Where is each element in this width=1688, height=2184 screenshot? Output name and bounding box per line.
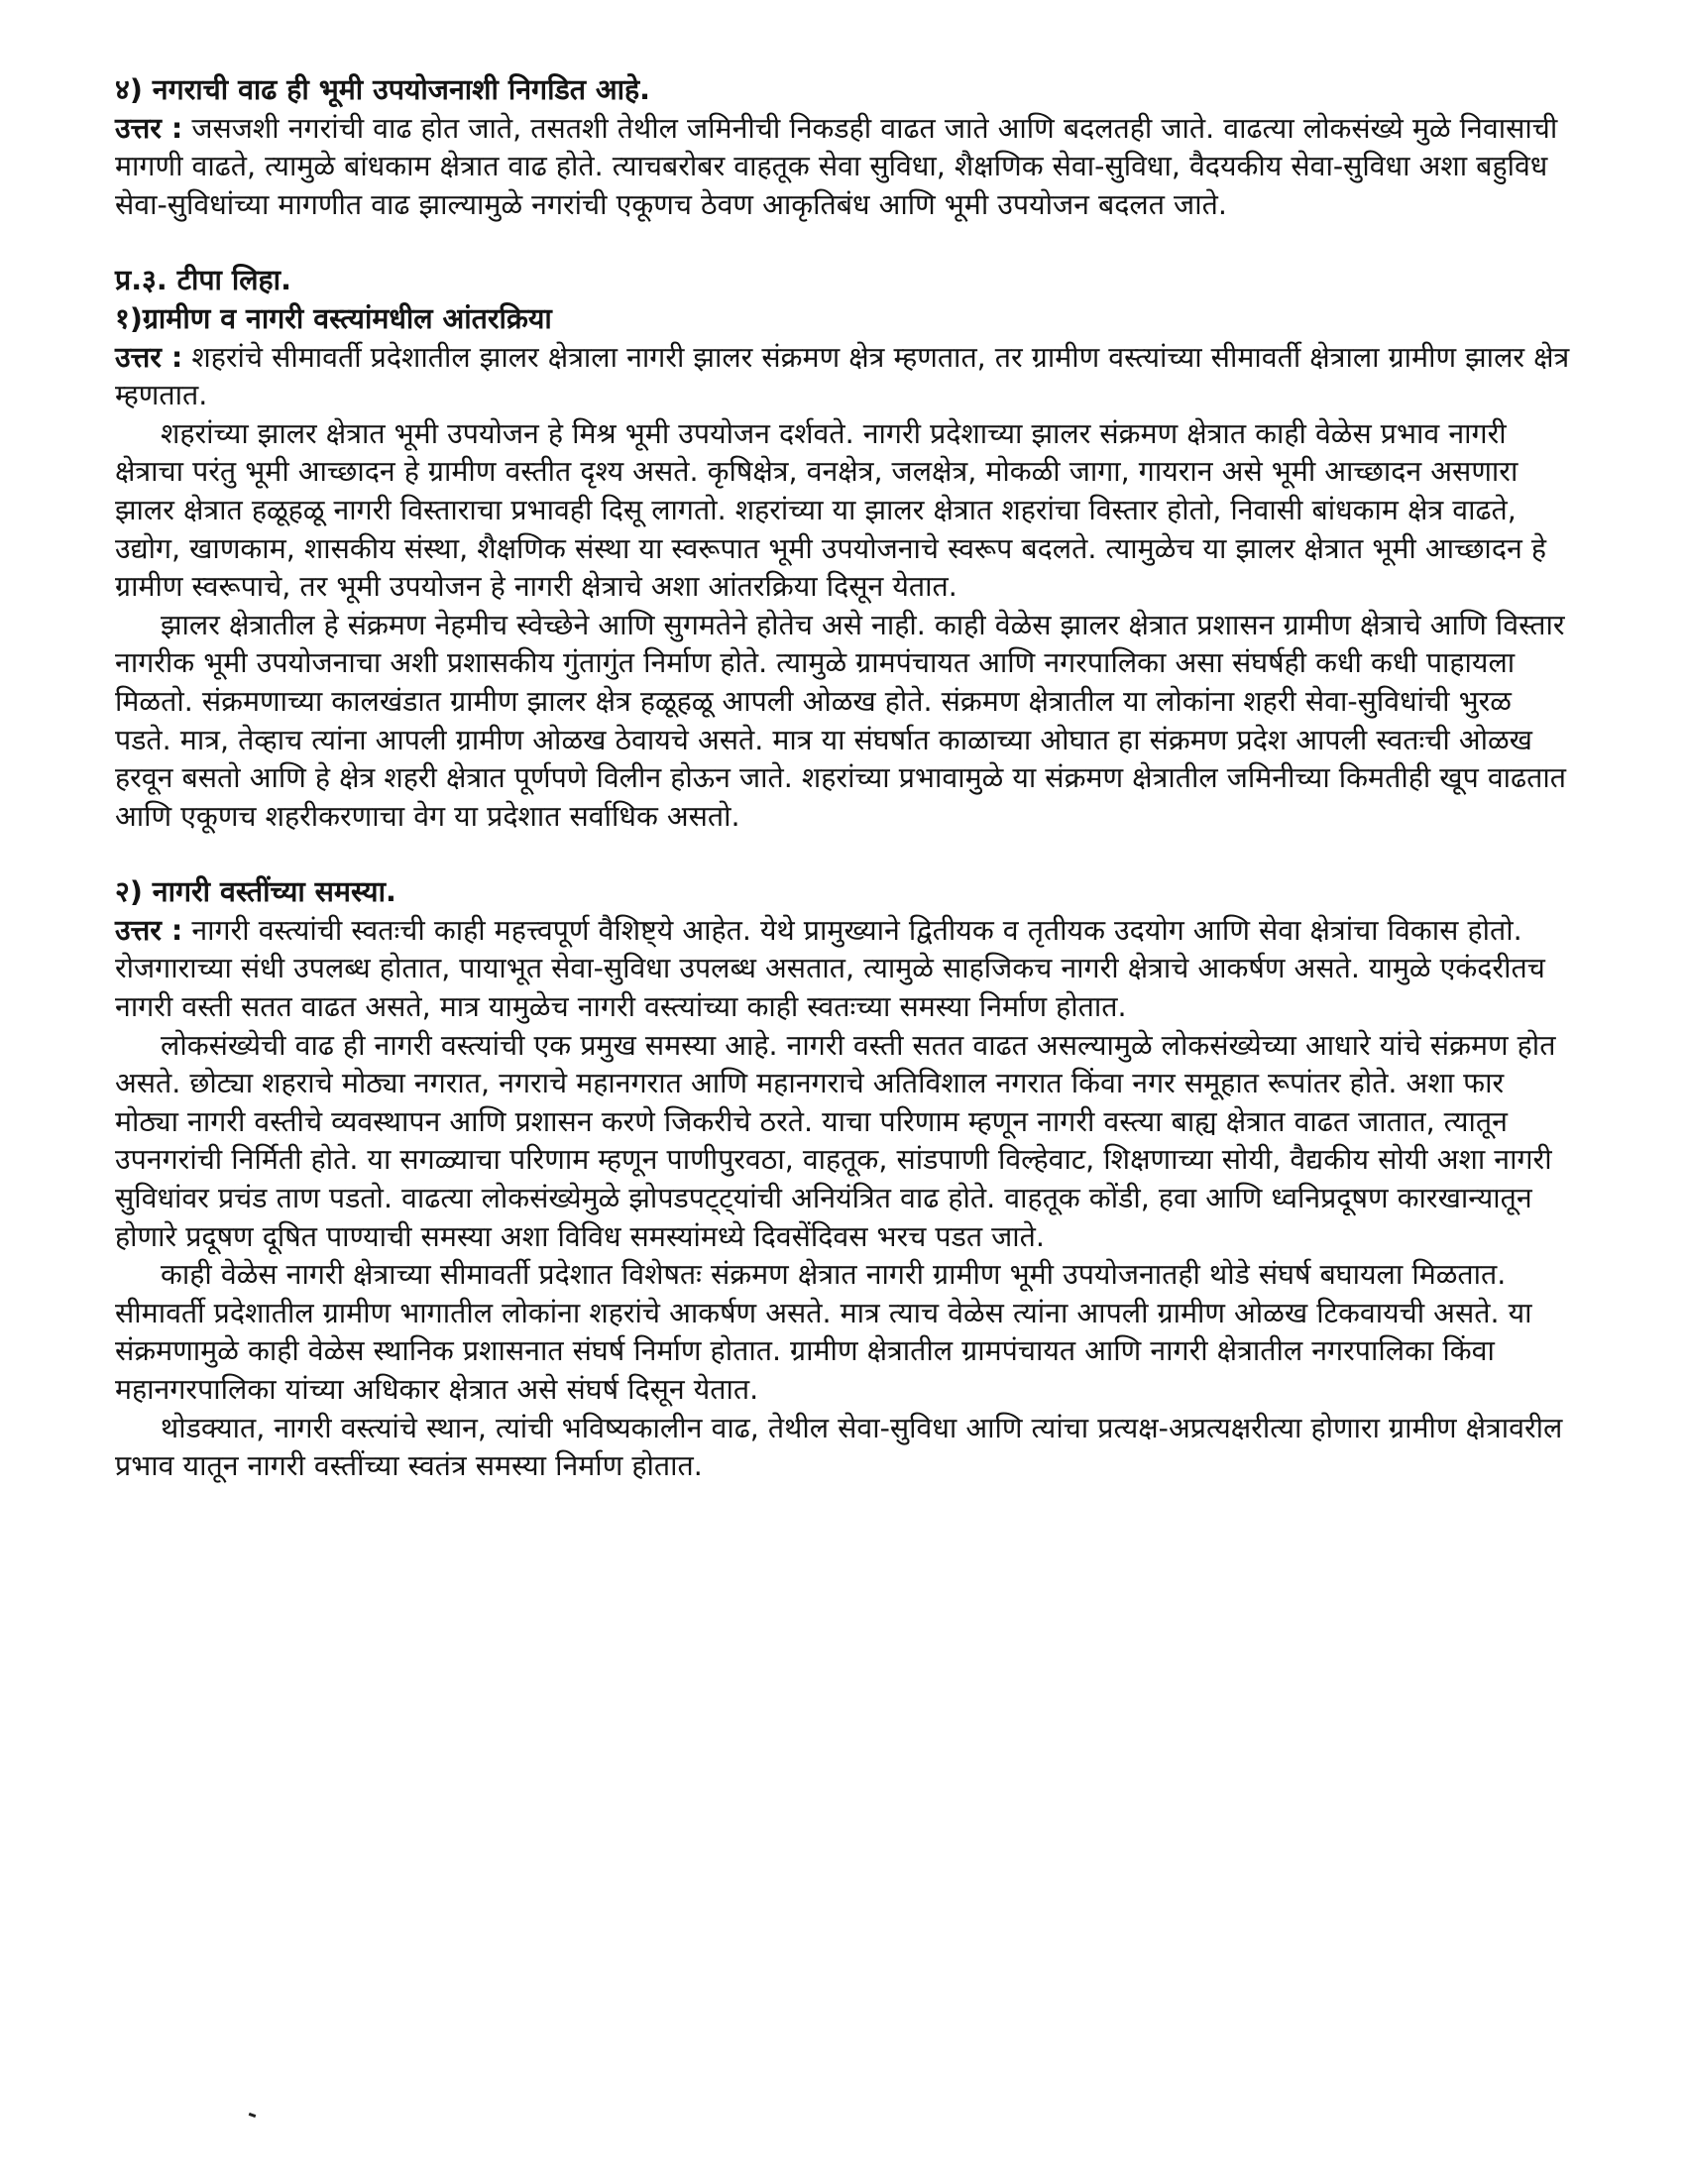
note-1-answer-paragraph [115,339,1572,415]
stray-mark [249,2113,257,2118]
section-spacer [115,836,1572,873]
note-2-answer-paragraph [115,912,1572,1027]
note-2-paragraph-4: थोडक्यात, नागरी वस्त्यांचे स्थान, त्यांची भविष्यकालीन वाढ, तेथील सेवा-सुविधा आणि त्यांचा प्रत्यक्ष-अप्रत्यक्षरीत्या होणारा ग्रामीण क्षेत्रावरील प्रभाव यातून नागरी वस्तींच्या स्वतंत्र समस्या निर्माण होतात. [115,1411,1563,1483]
note-1-paragraph-2: शहरांच्या झालर क्षेत्रात भूमी उपयोजन हे मिश्र भूमी उपयोजन दर्शवते. नागरी प्रदेशाच्या झालर संक्रमण क्षेत्रात काही वेळेस प्रभाव नागरी क्षेत्राचा परंतु भूमी आच्छादन हे ग्रामीण वस्तीत दृश्य असते. कृषिक्षेत्र, वनक्षेत्र, जलक्षेत्र, मोकळी जागा, गायरान असे भूमी आच्छादन असणारा झालर क्षेत्रात हळूहळू नागरी विस्ताराचा प्रभावही दिसू लागतो. शहरांच्या या झालर क्षेत्रात शहरांचा विस्तार होतो, निवासी बांधकाम क्षेत्र वाढते, उद्योग, खाणकाम, शासकीय संस्था, शैक्षणिक संस्था या स्वरूपात भूमी उपयोजनाचे स्वरूप बदलते. त्यामुळेच या झालर क्षेत्रात भूमी आच्छादन हे ग्रामीण स्वरूपाचे, तर भूमी उपयोजन हे नागरी क्षेत्राचे अशा आंतरक्रिया दिसून येतात. [115,416,1546,604]
note-1-title: १)ग्रामीण व नागरी वस्त्यांमधील आंतरक्रिया [115,301,552,335]
answer-label: उत्तर : [115,913,183,947]
note-2-paragraph-2: लोकसंख्येची वाढ ही नागरी वस्त्यांची एक प्रमुख समस्या आहे. नागरी वस्ती सतत वाढत असल्यामुळे लोकसंख्येच्या आधारे यांचे संक्रमण होत असते. छोट्या शहराचे मोठ्या नगरात, नगराचे महानगरात आणि महानगराचे अतिविशाल नगरात किंवा नगर समूहात रूपांतर होते. अशा फार मोठ्या नागरी वस्तीचे व्यवस्थापन आणि प्रशासन करणे जिकरीचे ठरते. याचा परिणाम म्हणून नागरी वस्त्या बाह्य क्षेत्रात वाढत जातात, त्यातून उपनगरांची निर्मिती होते. या सगळ्याचा परिणाम म्हणून पाणीपुरवठा, वाहतूक, सांडपाणी विल्हेवाट, शिक्षणाच्या सोयी, वैद्यकीय सोयी अशा नागरी सुविधांवर प्रचंड ताण पडतो. वाढत्या लोकसंख्येमुळे झोपडपट्ट्यांची अनियंत्रित वाढ होते. वाहतूक कोंडी, हवा आणि ध्वनिप्रदूषण कारखान्यातून होणारे प्रदूषण दूषित पाण्याची समस्या अशा विविध समस्यांमध्ये दिवसेंदिवस भरच पडत जाते. [115,1028,1556,1253]
section-spacer [115,224,1572,262]
question-3-heading: प्र.३. टीपा लिहा. [115,264,291,297]
answer-label: उत्तर : [115,340,183,374]
note-1-answer-text: शहरांचे सीमावर्ती प्रदेशातील झालर क्षेत्राला नागरी झालर संक्रमण क्षेत्र म्हणतात, तर ग्रामीण वस्त्यांच्या सीमावर्ती क्षेत्राला ग्रामीण झालर क्षेत्र म्हणतात. [115,340,1570,412]
answer-4-paragraph [115,110,1572,225]
document-page [115,71,1572,1486]
note-2-answer-text: नागरी वस्त्यांची स्वतःची काही महत्त्वपूर्ण वैशिष्ट्ये आहेत. येथे प्रामुख्याने द्वितीयक व तृतीयक उदयोग आणि सेवा क्षेत्रांचा विकास होतो. रोजगाराच्या संधी उपलब्ध होतात, पायाभूत सेवा-सुविधा उपलब्ध असतात, त्यामुळे साहजिकच नागरी क्षेत्राचे आकर्षण असते. यामुळे एकंदरीतच नागरी वस्ती सतत वाढत असते, मात्र यामुळेच नागरी वस्त्यांच्या काही स्वतःच्या समस्या निर्माण होतात. [115,913,1545,1024]
answer-label: उत्तर : [115,111,183,145]
note-1-paragraph-3: झालर क्षेत्रातील हे संक्रमण नेहमीच स्वेच्छेने आणि सुगमतेने होतेच असे नाही. काही वेळेस झालर क्षेत्रात प्रशासन ग्रामीण क्षेत्राचे आणि विस्तार नागरीक भूमी उपयोजनाचा अशी प्रशासकीय गुंतागुंत निर्माण होते. त्यामुळे ग्रामपंचायत आणि नगरपालिका असा संघर्षही कधी कधी पाहायला मिळतो. संक्रमणाच्या कालखंडात ग्रामीण झालर क्षेत्र हळूहळू आपली ओळख होते. संक्रमण क्षेत्रातील या लोकांना शहरी सेवा-सुविधांची भुरळ पडते. मात्र, तेव्हाच त्यांना आपली ग्रामीण ओळख ठेवायचे असते. मात्र या संघर्षात काळाच्या ओघात हा संक्रमण प्रदेश आपली स्वतःची ओळख हरवून बसतो आणि हे क्षेत्र शहरी क्षेत्रात पूर्णपणे विलीन होऊन जाते. शहरांच्या प्रभावामुळे या संक्रमण क्षेत्रातील जमिनीच्या किमतीही खूप वाढतात आणि एकूणच शहरीकरणाचा वेग या प्रदेशात सर्वाधिक असतो. [115,608,1566,833]
note-2-title: २) नागरी वस्तींच्या समस्या. [115,875,396,909]
note-2-paragraph-3: काही वेळेस नागरी क्षेत्राच्या सीमावर्ती प्रदेशात विशेषतः संक्रमण क्षेत्रात नागरी ग्रामीण भूमी उपयोजनातही थोडे संघर्ष बघायला मिळतात. सीमावर्ती प्रदेशातील ग्रामीण भागातील लोकांना शहरांचे आकर्षण असते. मात्र त्याच वेळेस त्यांना आपली ग्रामीण ओळख टिकवायची असते. या संक्रमणामुळे काही वेळेस स्थानिक प्रशासनात संघर्ष निर्माण होतात. ग्रामीण क्षेत्रातील ग्रामपंचायत आणि नागरी क्षेत्रातील नगरपालिका किंवा महानगरपालिका यांच्या अधिकार क्षेत्रात असे संघर्ष दिसून येतात. [115,1258,1532,1406]
answer-4-text: जसजशी नगरांची वाढ होत जाते, तसतशी तेथील जमिनीची निकडही वाढत जाते आणि बदलतही जाते. वाढत्या लोकसंख्ये मुळे निवासाची मागणी वाढते, त्यामुळे बांधकाम क्षेत्रात वाढ होते. त्याचबरोबर वाहतूक सेवा सुविधा, शैक्षणिक सेवा-सुविधा, वैदयकीय सेवा-सुविधा अशा बहुविध सेवा-सुविधांच्या मागणीत वाढ झाल्यामुळे नगरांची एकूणच ठेवण आकृतिबंध आणि भूमी उपयोजन बदलत जाते. [115,111,1558,221]
question-4-heading: ४) नगराची वाढ ही भूमी उपयोजनाशी निगडित आहे. [115,73,650,106]
